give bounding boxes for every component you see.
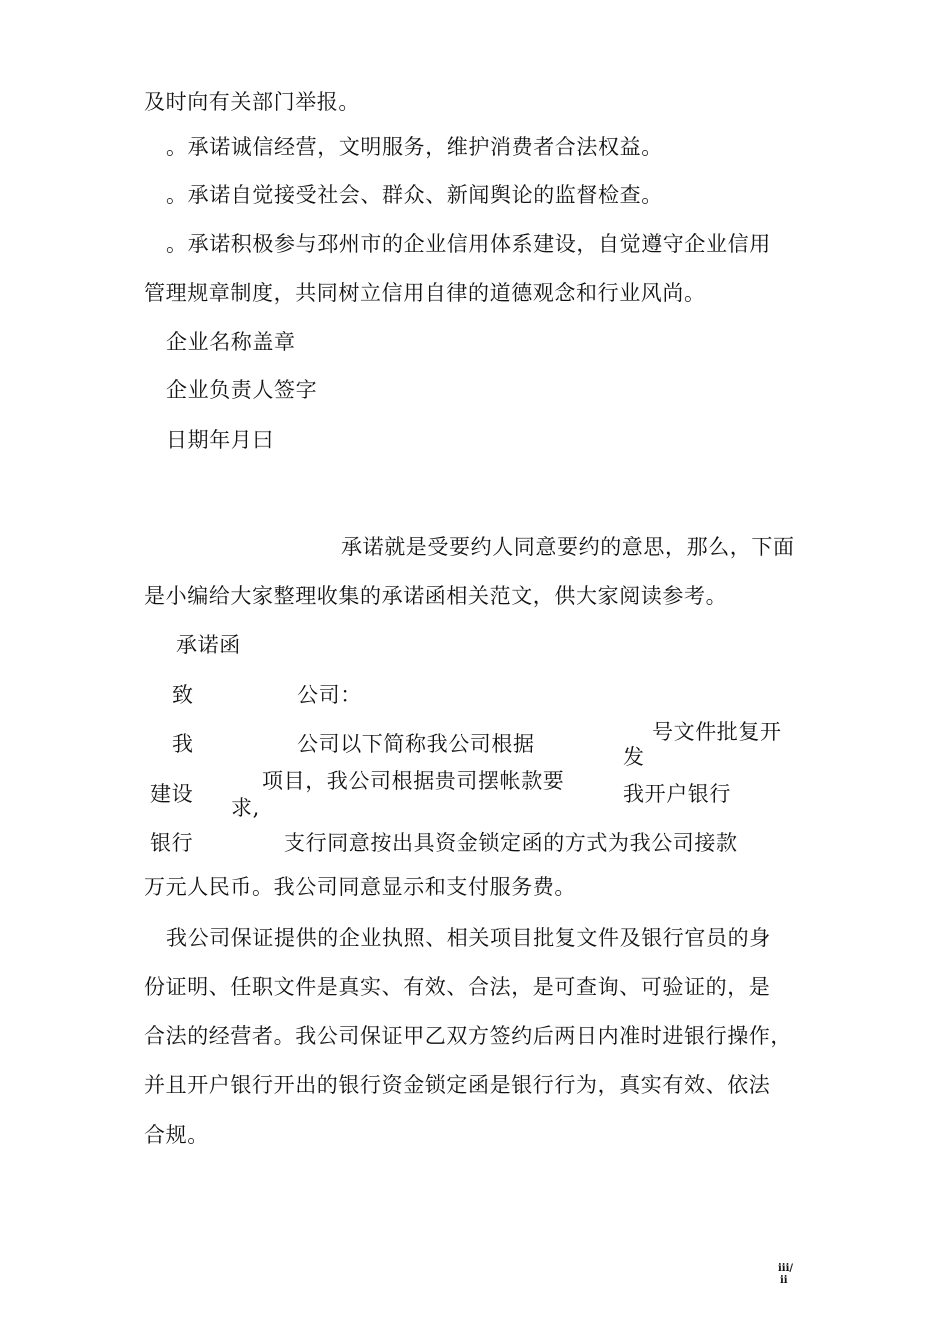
letter-text: 项目，我公司根据贵司摆帐款要 xyxy=(262,769,565,793)
letter-paragraph-line: 我公司保证提供的企业执照、相关项目批复文件及银行官员的身 xyxy=(166,926,771,950)
letter-text: 公司以下简称我公司根据 xyxy=(297,732,535,756)
page-number-bottom: ii xyxy=(780,1275,788,1286)
letter-text: 号文件批复开 xyxy=(652,720,782,744)
commitment-item: 。承诺自觉接受社会、群众、新闻舆论的监督检查。 xyxy=(166,183,663,207)
letter-text: 我开户银行 xyxy=(623,782,731,806)
letter-paragraph-line: 并且开户银行开出的银行资金锁定函是银行行为，真实有效、依法 xyxy=(144,1073,771,1097)
paragraph-line: 及时向有关部门举报。 xyxy=(144,90,360,114)
letter-text: 发 xyxy=(623,745,645,769)
letter-paragraph-line: 合规。 xyxy=(144,1123,209,1147)
letter-text: 万元人民币。我公司同意显示和支付服务费。 xyxy=(144,875,576,899)
signature-company-label: 企业名称盖章 xyxy=(166,330,296,354)
intro-line: 承诺就是受要约人同意要约的意思，那么，下面 xyxy=(341,535,795,559)
letter-addressee-suffix: 公司： xyxy=(297,683,362,707)
letter-title: 承诺函 xyxy=(176,633,241,657)
letter-addressee-prefix: 致 xyxy=(172,683,194,707)
intro-line: 是小编给大家整理收集的承诺函相关范文，供大家阅读参考。 xyxy=(144,584,728,608)
letter-text: 支行同意按出具资金锁定函的方式为我公司接款 xyxy=(284,831,738,855)
letter-text: 银行 xyxy=(150,831,194,855)
letter-text: 求, xyxy=(231,796,260,820)
commitment-item: 。承诺诚信经营，文明服务，维护消费者合法权益。 xyxy=(166,135,663,159)
paragraph-line: 管理规章制度，共同树立信用自律的道德观念和行业风尚。 xyxy=(144,281,706,305)
page-number-top: iii/ xyxy=(778,1263,794,1274)
letter-text: 我 xyxy=(172,732,194,756)
signature-person-label: 企业负责人签字 xyxy=(166,378,318,402)
signature-date-label: 日期年月曰 xyxy=(166,428,274,452)
letter-paragraph-line: 合法的经营者。我公司保证甲乙双方签约后两日内准时进银行操作， xyxy=(144,1024,792,1048)
letter-text: 建设 xyxy=(150,782,194,806)
letter-paragraph-line: 份证明、任职文件是真实、有效、合法，是可查询、可验证的，是 xyxy=(144,975,771,999)
commitment-item: 。承诺积极参与邳州市的企业信用体系建设，自觉遵守企业信用 xyxy=(166,232,771,256)
